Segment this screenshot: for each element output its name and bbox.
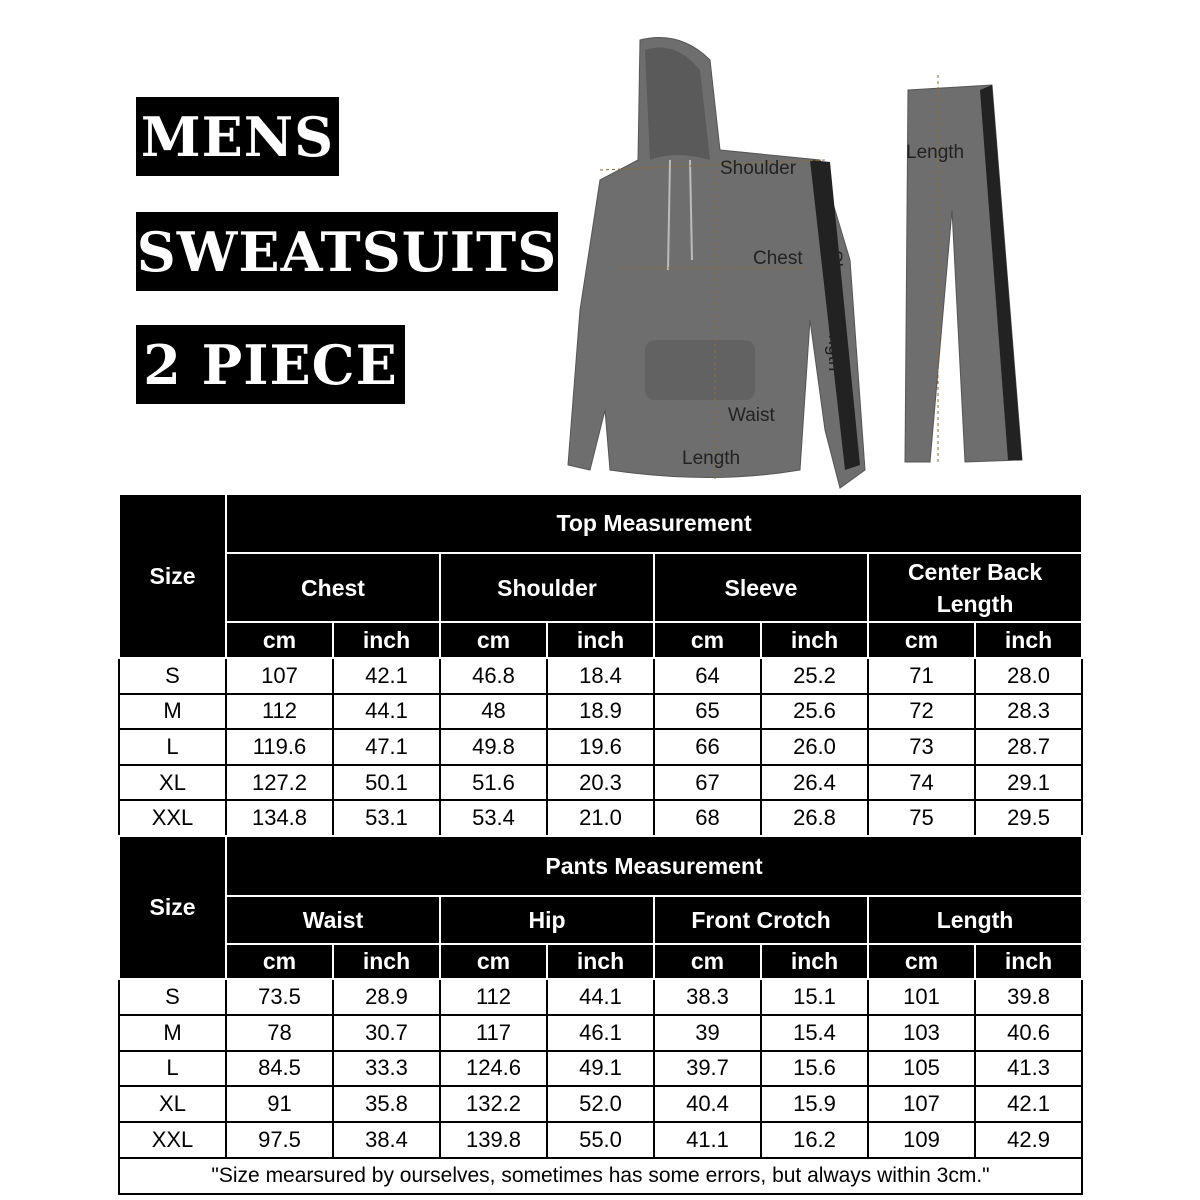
value-cell: 112: [440, 979, 547, 1015]
value-cell: 46.1: [547, 1015, 654, 1051]
unit-header-row: [119, 622, 1082, 658]
value-cell: 44.1: [547, 979, 654, 1015]
value-cell: 28.0: [975, 658, 1082, 694]
title-2-piece: 2 PIECE: [136, 325, 405, 404]
value-cell: 103: [868, 1015, 975, 1051]
table-row: [119, 658, 1082, 694]
table-title: Top Measurement: [226, 494, 1082, 553]
value-cell: 132.2: [440, 1086, 547, 1122]
value-cell: 42.1: [975, 1086, 1082, 1122]
value-cell: 39: [654, 1015, 761, 1051]
unit-header: cm: [868, 622, 975, 658]
value-cell: 42.9: [975, 1122, 1082, 1158]
value-cell: 15.6: [761, 1051, 868, 1087]
table-row: [119, 1015, 1082, 1051]
value-cell: 53.4: [440, 800, 547, 836]
table-row: [119, 1086, 1082, 1122]
value-cell: 50.1: [333, 765, 440, 801]
table-title: Pants Measurement: [226, 836, 1082, 896]
value-cell: 127.2: [226, 765, 333, 801]
size-note: "Size mearsured by ourselves, sometimes has some errors, but always within 3cm.": [119, 1158, 1082, 1194]
value-cell: 28.9: [333, 979, 440, 1015]
value-cell: 15.4: [761, 1015, 868, 1051]
title-sweatsuits: SWEATSUITS: [136, 212, 558, 291]
group-header: Waist: [226, 896, 440, 944]
size-cell: L: [119, 1051, 226, 1087]
value-cell: 35.8: [333, 1086, 440, 1122]
value-cell: 73: [868, 729, 975, 765]
unit-header: inch: [547, 622, 654, 658]
unit-header: inch: [975, 944, 1082, 979]
value-cell: 19.6: [547, 729, 654, 765]
size-cell: XL: [119, 765, 226, 801]
size-cell: XL: [119, 1086, 226, 1122]
value-cell: 71: [868, 658, 975, 694]
title-mens: MENS: [136, 97, 339, 176]
value-cell: 41.3: [975, 1051, 1082, 1087]
value-cell: 139.8: [440, 1122, 547, 1158]
label-sleeve-length: Sleeve Length: [824, 250, 845, 372]
value-cell: 29.1: [975, 765, 1082, 801]
size-cell: L: [119, 729, 226, 765]
value-cell: 72: [868, 694, 975, 730]
table-row: [119, 765, 1082, 801]
value-cell: 73.5: [226, 979, 333, 1015]
value-cell: 29.5: [975, 800, 1082, 836]
value-cell: 26.0: [761, 729, 868, 765]
value-cell: 112: [226, 694, 333, 730]
value-cell: 46.8: [440, 658, 547, 694]
value-cell: 40.6: [975, 1015, 1082, 1051]
unit-header: inch: [761, 944, 868, 979]
value-cell: 65: [654, 694, 761, 730]
hoodie-shape: [568, 38, 865, 489]
table-row: [119, 1051, 1082, 1087]
pants-measurement-table: [118, 835, 1083, 1195]
value-cell: 75: [868, 800, 975, 836]
value-cell: 25.2: [761, 658, 868, 694]
size-cell: XXL: [119, 1122, 226, 1158]
group-header-row: [119, 896, 1082, 944]
group-header: Front Crotch: [654, 896, 868, 944]
group-header: Length: [868, 896, 1082, 944]
value-cell: 91: [226, 1086, 333, 1122]
value-cell: 47.1: [333, 729, 440, 765]
value-cell: 33.3: [333, 1051, 440, 1087]
group-header: Chest: [226, 553, 440, 622]
value-cell: 28.7: [975, 729, 1082, 765]
value-cell: 74: [868, 765, 975, 801]
value-cell: 107: [226, 658, 333, 694]
label-pants-length: Length: [906, 142, 965, 163]
value-cell: 26.8: [761, 800, 868, 836]
value-cell: 64: [654, 658, 761, 694]
value-cell: 84.5: [226, 1051, 333, 1087]
value-cell: 18.9: [547, 694, 654, 730]
value-cell: 101: [868, 979, 975, 1015]
value-cell: 41.1: [654, 1122, 761, 1158]
size-header: Size: [119, 494, 226, 658]
size-cell: M: [119, 1015, 226, 1051]
label-waist: Waist: [728, 405, 775, 426]
value-cell: 44.1: [333, 694, 440, 730]
size-cell: S: [119, 979, 226, 1015]
group-header-row: [119, 553, 1082, 622]
size-cell: M: [119, 694, 226, 730]
value-cell: 18.4: [547, 658, 654, 694]
size-cell: XXL: [119, 800, 226, 836]
value-cell: 39.8: [975, 979, 1082, 1015]
label-top-length: Length: [682, 448, 741, 469]
value-cell: 68: [654, 800, 761, 836]
unit-header: inch: [333, 944, 440, 979]
size-cell: S: [119, 658, 226, 694]
value-cell: 78: [226, 1015, 333, 1051]
unit-header: cm: [440, 944, 547, 979]
value-cell: 38.4: [333, 1122, 440, 1158]
value-cell: 53.1: [333, 800, 440, 836]
value-cell: 21.0: [547, 800, 654, 836]
size-header: Size: [119, 836, 226, 979]
label-chest: Chest: [753, 248, 803, 269]
unit-header: cm: [226, 944, 333, 979]
value-cell: 15.1: [761, 979, 868, 1015]
unit-header: cm: [654, 944, 761, 979]
table-row: [119, 1122, 1082, 1158]
group-header: Hip: [440, 896, 654, 944]
product-illustration: [560, 10, 1100, 490]
group-header: Center Back Length: [868, 553, 1082, 622]
value-cell: 134.8: [226, 800, 333, 836]
unit-header: cm: [440, 622, 547, 658]
value-cell: 48: [440, 694, 547, 730]
value-cell: 109: [868, 1122, 975, 1158]
value-cell: 30.7: [333, 1015, 440, 1051]
unit-header: inch: [975, 622, 1082, 658]
value-cell: 49.1: [547, 1051, 654, 1087]
unit-header: inch: [761, 622, 868, 658]
table-row: [119, 979, 1082, 1015]
value-cell: 51.6: [440, 765, 547, 801]
value-cell: 52.0: [547, 1086, 654, 1122]
value-cell: 49.8: [440, 729, 547, 765]
value-cell: 105: [868, 1051, 975, 1087]
value-cell: 40.4: [654, 1086, 761, 1122]
table-row: [119, 729, 1082, 765]
table-row: [119, 694, 1082, 730]
value-cell: 38.3: [654, 979, 761, 1015]
unit-header: inch: [333, 622, 440, 658]
unit-header: cm: [868, 944, 975, 979]
unit-header: inch: [547, 944, 654, 979]
unit-header-row: [119, 944, 1082, 979]
value-cell: 15.9: [761, 1086, 868, 1122]
group-header: Shoulder: [440, 553, 654, 622]
value-cell: 42.1: [333, 658, 440, 694]
value-cell: 28.3: [975, 694, 1082, 730]
value-cell: 107: [868, 1086, 975, 1122]
value-cell: 16.2: [761, 1122, 868, 1158]
value-cell: 26.4: [761, 765, 868, 801]
value-cell: 39.7: [654, 1051, 761, 1087]
value-cell: 20.3: [547, 765, 654, 801]
unit-header: cm: [654, 622, 761, 658]
value-cell: 117: [440, 1015, 547, 1051]
unit-header: cm: [226, 622, 333, 658]
table-row: [119, 800, 1082, 836]
value-cell: 25.6: [761, 694, 868, 730]
value-cell: 67: [654, 765, 761, 801]
value-cell: 124.6: [440, 1051, 547, 1087]
label-shoulder: Shoulder: [720, 158, 797, 179]
value-cell: 66: [654, 729, 761, 765]
value-cell: 97.5: [226, 1122, 333, 1158]
group-header: Sleeve: [654, 553, 868, 622]
value-cell: 119.6: [226, 729, 333, 765]
top-measurement-table: [118, 493, 1083, 837]
value-cell: 55.0: [547, 1122, 654, 1158]
